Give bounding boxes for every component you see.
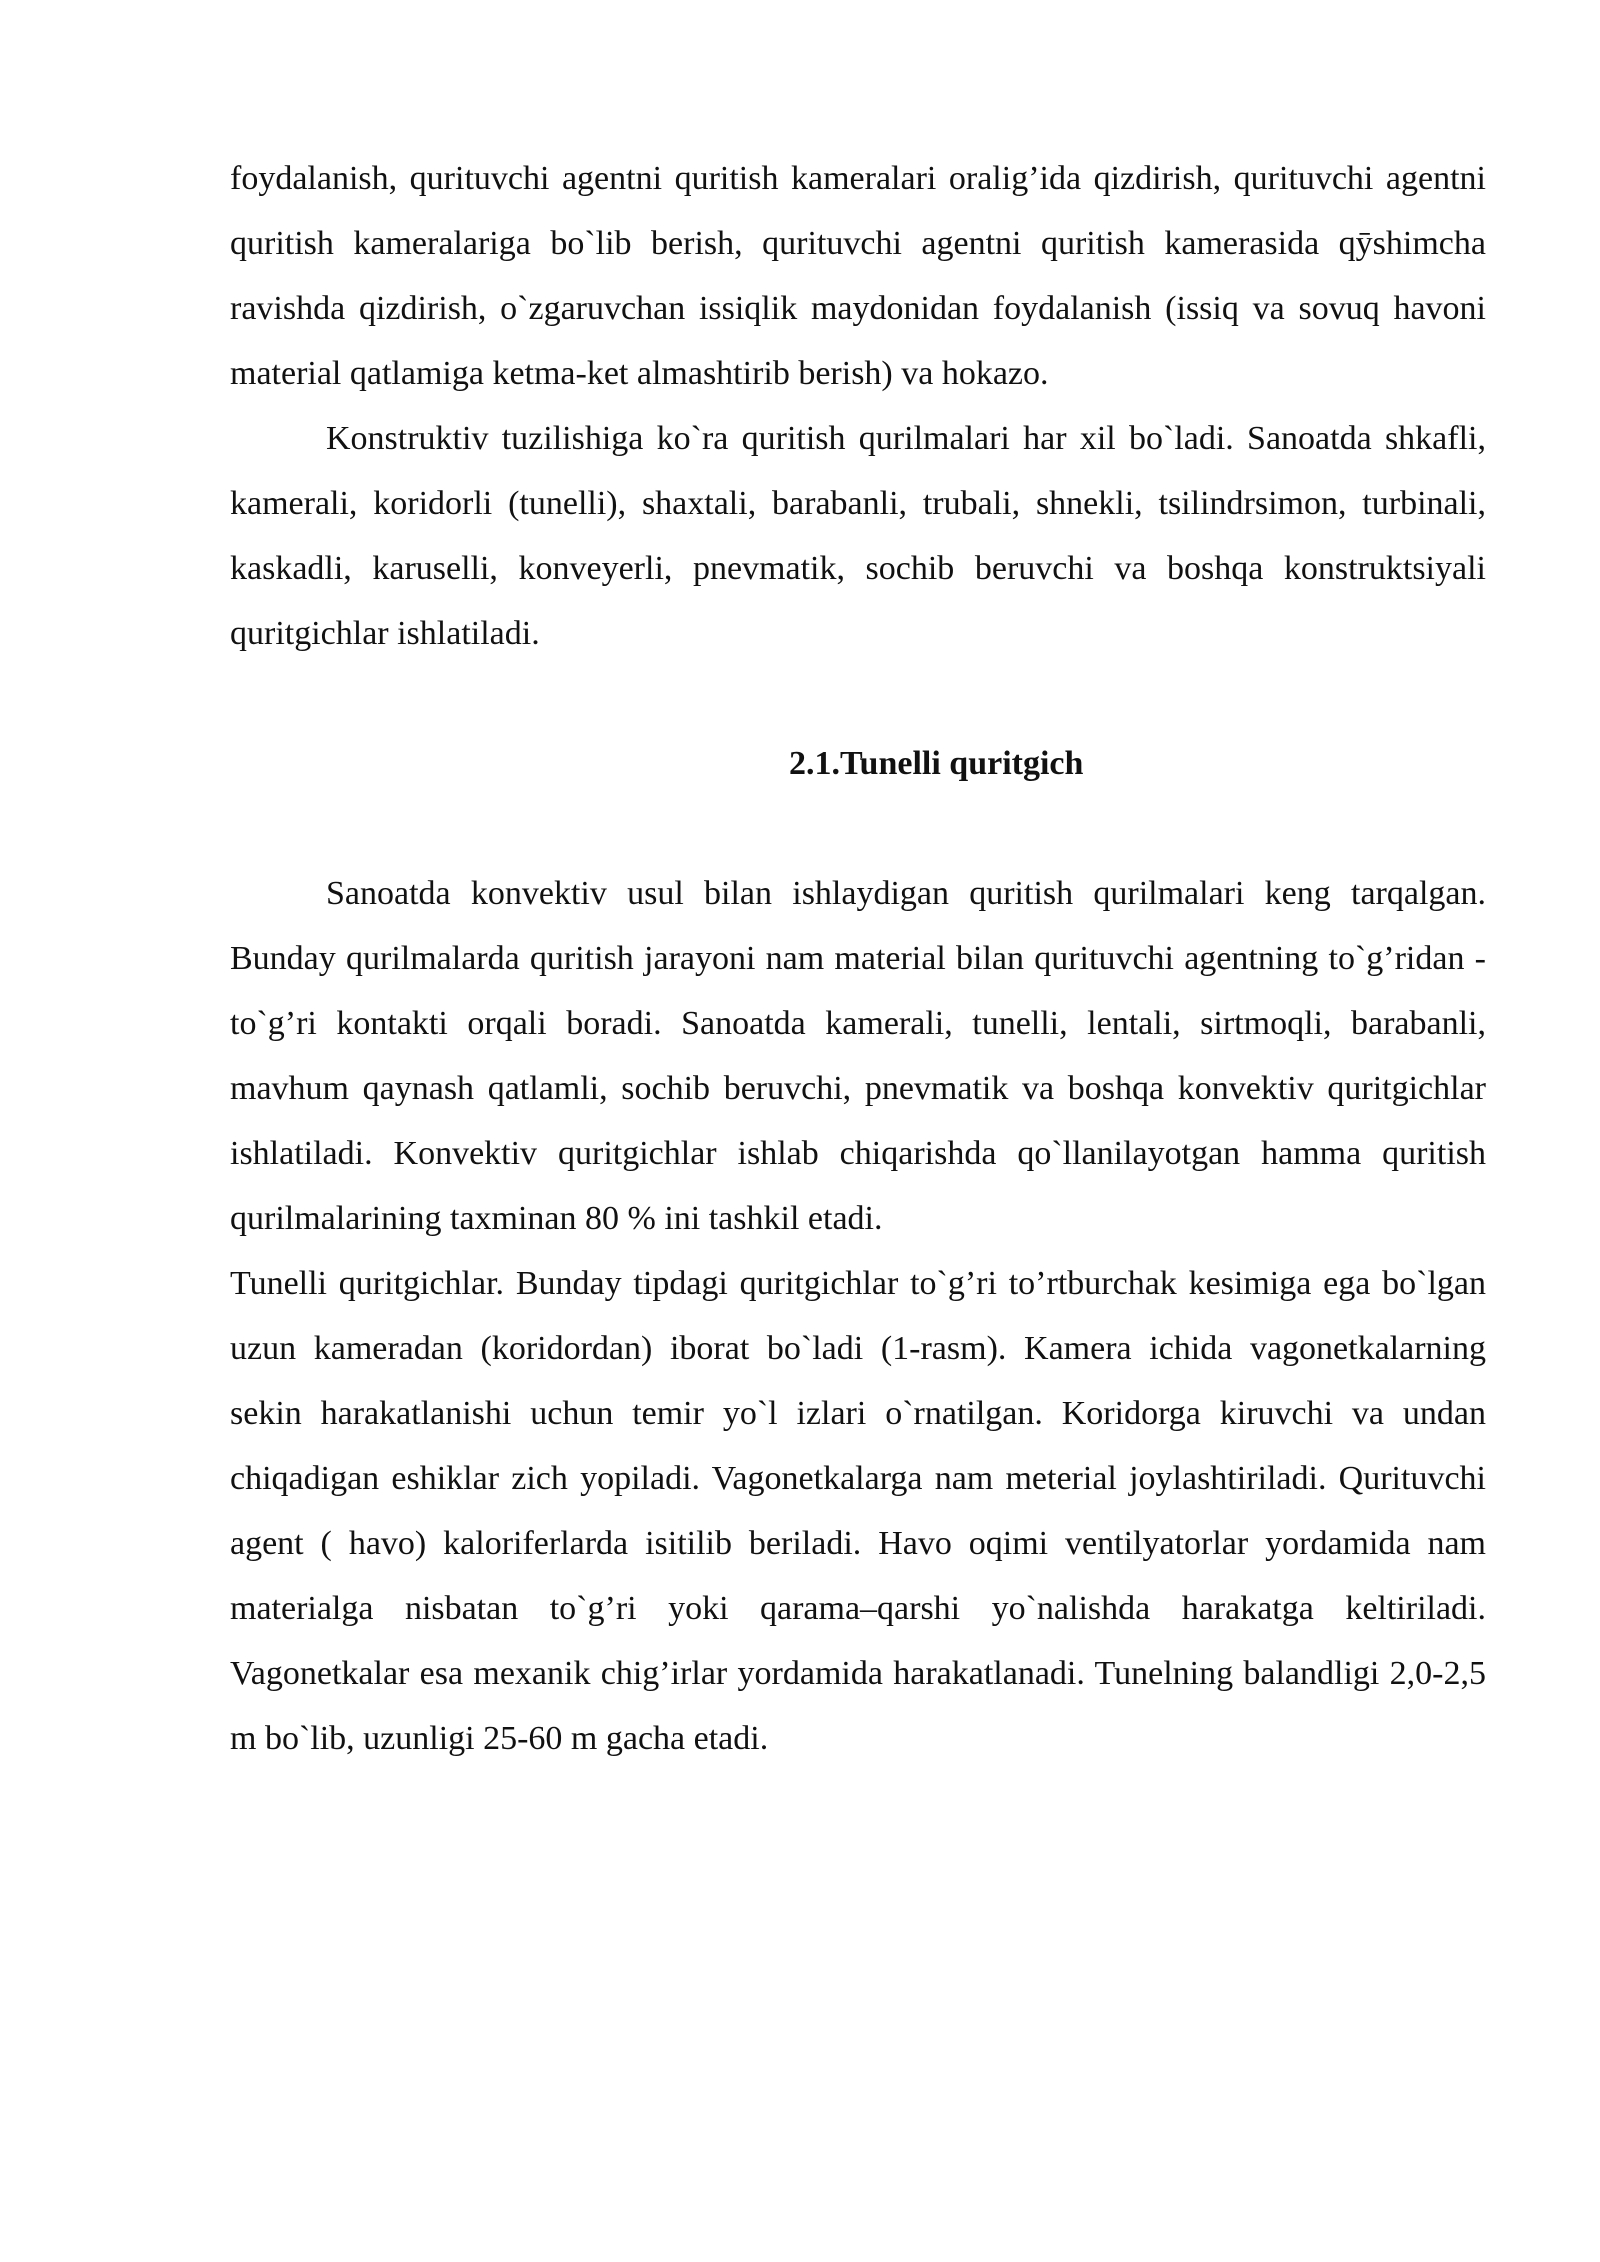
document-body	[230, 146, 1486, 1771]
paragraph-continued: foydalanish, qurituvchi agentni quritish kameralari oralig’ida qizdirish, qurituvchi agentni quritish kameralariga bo`lib berish, qurituvchi agentni quritish kamerasida qӯshimcha ravishda qizdirish, o`zgaruvchan issiqlik maydonidan foydalanish (issiq va sovuq havoni material qatlamiga ketma-ket almashtirib berish) va hokazo.	[230, 160, 1486, 392]
paragraph-tunnel-dryers: Tunelli quritgichlar. Bunday tipdagi quritgichlar to`g’ri to’rtburchak kesimiga ega bo`lgan uzun kameradan (koridordan) iborat bo`ladi (1-rasm). Kamera ichida vagonetkalarning sekin harakatlanishi uchun temir yo`l izlari o`rnatilgan. Koridorga kiruvchi va undan chiqadigan eshiklar zich yopiladi. Vagonetkalarga nam meterial joylashtiriladi. Qurituvchi agent ( havo) kaloriferlarda isitilib beriladi. Havo oqimi ventilyatorlar yordamida nam materialga nisbatan to`g’ri yoki qarama–qarshi yo`nalishda harakatga keltiriladi. Vagonetkalar esa mexanik chig’irlar yordamida harakatlanadi. Tunelning balandligi 2,0-2,5 m bo`lib, uzunligi 25-60 m gacha etadi.	[230, 1265, 1486, 1757]
paragraph-convective-dryers: Sanoatda konvektiv usul bilan ishlaydigan quritish qurilmalari keng tarqalgan. Bunday qurilmalarda quritish jarayoni nam material bilan qurituvchi agentning to`g’ridan - to`g’ri kontakti orqali boradi. Sanoatda kamerali, tunelli, lentali, sirtmoqli, barabanli, mavhum qaynash qatlamli, sochib beruvchi, pnevmatik va boshqa konvektiv quritgichlar ishlatiladi. Konvektiv quritgichlar ishlab chiqarishda qo`llanilayotgan hamma quritish qurilmalarining taxminan 80 % ini tashkil etadi.	[230, 875, 1486, 1237]
paragraph-construction-types: Konstruktiv tuzilishiga ko`ra quritish qurilmalari har xil bo`ladi. Sanoatda shkafli, kamerali, koridorli (tunelli), shaxtali, barabanli, trubali, shnekli, tsilindrsimon, turbinali, kaskadli, karuselli, konveyerli, pnevmatik, sochib beruvchi va boshqa konstruktsiyali quritgichlar ishlatiladi.	[230, 420, 1486, 652]
section-heading: 2.1.Tunelli quritgich	[789, 745, 1084, 782]
